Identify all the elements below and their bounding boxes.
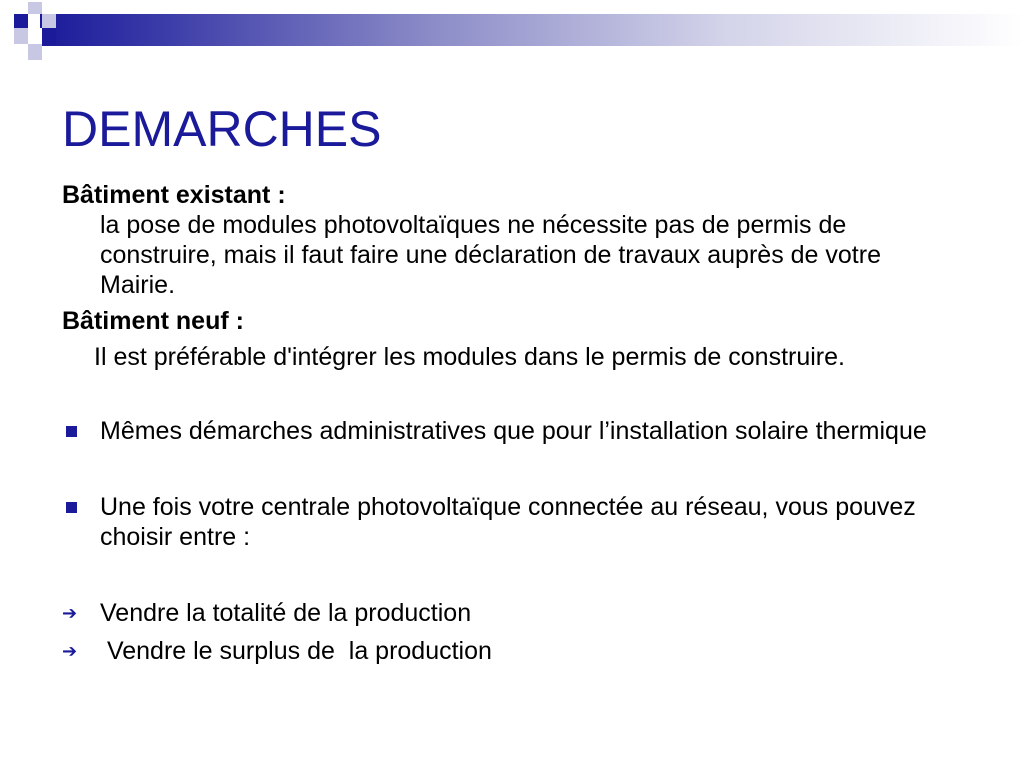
header-gradient-bar [40,14,1024,46]
decor-square [28,2,42,14]
square-bullet-icon [66,426,77,437]
arrow-right-icon: ➔ [62,603,78,624]
decor-square [42,14,56,28]
decor-square [28,28,42,44]
new-building-heading: Bâtiment neuf : [62,307,244,335]
arrow-right-icon: ➔ [62,641,78,662]
decor-square [42,28,56,44]
list-item [62,492,962,552]
square-bullet-icon [66,502,77,513]
list-item-text: Mêmes démarches administratives que pour l’installation solaire thermique [100,417,927,445]
slide-body [62,180,962,666]
option-item [62,636,962,666]
decor-square [56,2,70,14]
decor-square [14,14,28,28]
slide-title: DEMARCHES [62,101,382,157]
decor-square [28,44,42,60]
list-item-text: Une fois votre centrale photovoltaïque connectée au réseau, vous pouvez choisir entre : [100,493,916,551]
new-building-text: Il est préférable d'intégrer les modules dans le permis de construire. [94,343,845,371]
option-text: Vendre le surplus de la production [100,637,492,665]
existing-building-text: la pose de modules photovoltaïques ne nécessite pas de permis de construire, mais il faut faire une déclaration de travaux auprès de votre Mairie. [100,211,881,299]
existing-building-heading: Bâtiment existant : [62,181,286,209]
list-item [62,416,962,446]
decor-square [14,28,28,44]
option-item [62,598,962,628]
option-text: Vendre la totalité de la production [100,599,472,627]
